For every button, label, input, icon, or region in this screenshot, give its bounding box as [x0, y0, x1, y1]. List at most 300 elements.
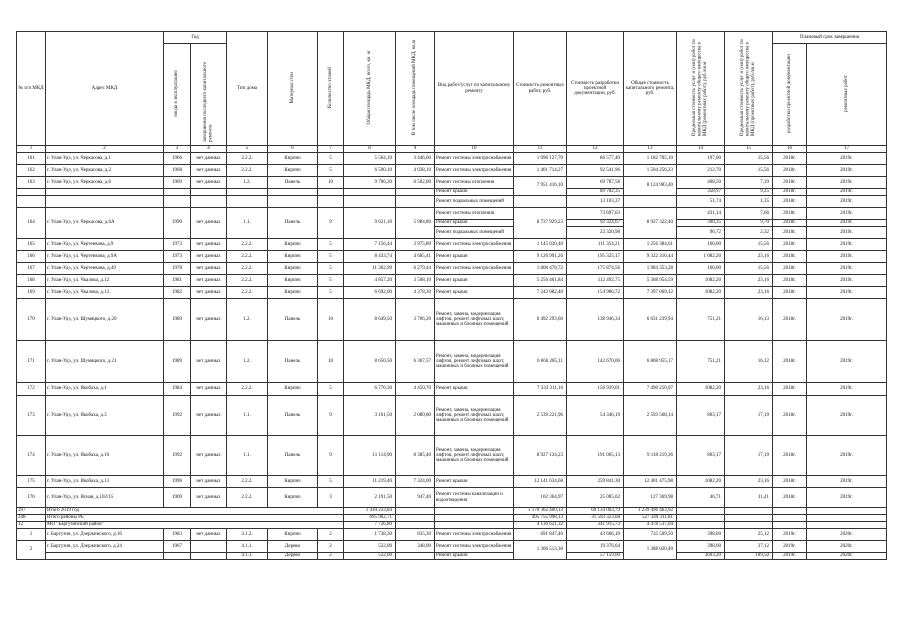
year-repair: нет данных [191, 251, 227, 263]
year-built: 1978 [164, 263, 191, 275]
total-area: 7 156,44 [344, 239, 396, 251]
premises-area: 348,00 [396, 541, 435, 553]
limit-project: 11,41 [725, 488, 773, 508]
plan-repair-year: 2019г. [807, 263, 887, 275]
table-row [17, 189, 887, 196]
table-row [17, 263, 887, 275]
wall-material: Панель [268, 436, 318, 476]
work-type: Ремонт системы канализации и водоотведения [435, 488, 514, 508]
year-built: 1968 [164, 165, 191, 177]
year-built: 1989 [164, 299, 191, 341]
plan-repair-year: 2019г. [807, 208, 887, 220]
total-area: 5 564,10 [344, 153, 396, 165]
work-type: Ремонт, замена, модернизация лифтов, ремонт лифтовых шахт, машинных и блочных помещений [435, 396, 514, 436]
year-built: 1989 [164, 341, 191, 383]
row-number: 170 [17, 299, 46, 341]
total-number: 12 [17, 522, 46, 529]
header-cell: Вид работ/услуг по капитальному ремонту [435, 32, 514, 146]
floors: 9 [318, 208, 344, 239]
total-cost: 735 509,50 [624, 529, 677, 541]
limit-repair: 1082,20 [677, 383, 725, 396]
empty-cell [396, 522, 435, 529]
wall-material: Дерево [268, 553, 318, 560]
floors: 2 [318, 553, 344, 560]
table-row [17, 196, 887, 208]
repair-cost: 4 136 621,32 [514, 522, 567, 529]
limit-project: 109,50 [725, 553, 773, 560]
year-repair: нет данных [191, 263, 227, 275]
year-repair: нет данных [191, 177, 227, 189]
limit-project: 7,66 [725, 208, 773, 220]
project-cost: 341 915,73 [567, 522, 624, 529]
house-type: 2.2.2. [227, 165, 268, 177]
total-number: 248 [17, 515, 46, 522]
empty-cell [807, 515, 887, 522]
total-cost: 12 401 475,98 [624, 476, 677, 488]
total-cost: 4 478 537,04 [624, 522, 677, 529]
wall-material: Кирпич [268, 383, 318, 396]
total-area: 522,00 [344, 553, 396, 560]
address-cell: г. Улан-Удэ, ул. Якобаха, д.10 [46, 436, 164, 476]
limit-project: 15,56 [725, 165, 773, 177]
year-repair: нет данных [191, 529, 227, 541]
project-cost: 57 159,00 [567, 553, 624, 560]
address-cell: г. Улан-Удэ, ул. Шумяцкого, д.21 [46, 341, 164, 383]
empty-cell [396, 189, 435, 196]
house-type: 4.1.1. [227, 541, 268, 553]
column-number: 5 [227, 146, 268, 153]
year-repair: нет данных [191, 396, 227, 436]
house-type: 2.2.2. [227, 383, 268, 396]
empty-cell [807, 508, 887, 515]
limit-repair: 803,17 [677, 396, 725, 436]
total-cost: 7 490 250,97 [624, 383, 677, 396]
project-cost: 69 787,58 [567, 177, 624, 189]
project-cost: 175 874,56 [567, 263, 624, 275]
header-cell [268, 32, 318, 146]
table-row [17, 153, 887, 165]
header-cell [725, 32, 773, 146]
header-text: разработки проектной документации [786, 53, 792, 133]
total-area: 522,00 [344, 541, 396, 553]
premises-area: 6 279,44 [396, 263, 435, 275]
total-cost: 7 397 069,12 [624, 287, 677, 299]
column-number: 15 [725, 146, 773, 153]
limit-repair: 358,97 [677, 189, 725, 196]
project-cost: 13 103,37 [567, 196, 624, 208]
floors: 5 [318, 383, 344, 396]
premises-area: 3 446,00 [396, 153, 435, 165]
plan-project-year: 2018г. [773, 383, 807, 396]
work-type: Ремонт крыши [435, 189, 514, 196]
wall-material: Панель [268, 396, 318, 436]
repair-cost: 8 927 134,23 [514, 436, 567, 476]
floors: 3 [318, 488, 344, 508]
project-cost: 89 782,35 [567, 189, 624, 196]
premises-area: 947,40 [396, 488, 435, 508]
house-type: 2.2.2. [227, 287, 268, 299]
year-repair: нет данных [191, 275, 227, 287]
work-type: Ремонт системы электроснабжения [435, 529, 514, 541]
limit-repair: 431,14 [677, 208, 725, 220]
house-type: 2.2.2. [227, 239, 268, 251]
premises-area: 6 502,00 [396, 177, 435, 189]
work-type: Ремонт подвальных помещений [435, 196, 514, 208]
header-cell [191, 44, 227, 146]
work-type: Ремонт системы электроснабжения [435, 239, 514, 251]
address-cell: г. Улан-Удэ, ул. Чертенкова, д.9А [46, 251, 164, 263]
limit-project: 9,70 [725, 220, 773, 227]
floors: 5 [318, 239, 344, 251]
year-repair: нет данных [191, 239, 227, 251]
project-cost: 19 376,64 [567, 541, 624, 553]
total-area: 2 191,50 [344, 488, 396, 508]
row-number: 166 [17, 251, 46, 263]
plan-repair-year: 2019г. [807, 239, 887, 251]
year-repair [191, 541, 227, 553]
year-built: 1982 [164, 287, 191, 299]
project-cost: 22 320,98 [567, 227, 624, 239]
premises-area: 4 378,30 [396, 287, 435, 299]
plan-repair-year: 2019г. [807, 165, 887, 177]
empty-cell [514, 196, 567, 208]
total-label: МО "Баргузинский район" [46, 522, 344, 529]
house-type: 4.1.1. [227, 553, 268, 560]
year-repair: нет данных [191, 153, 227, 165]
limit-repair: 51,74 [677, 196, 725, 208]
column-number: 7 [318, 146, 344, 153]
floors: 10 [318, 299, 344, 341]
wall-material: Дерево [268, 541, 318, 553]
limit-project: 1,35 [725, 196, 773, 208]
empty-cell [624, 196, 677, 208]
project-cost: 69 134 063,79 [567, 508, 624, 515]
total-area: 8 650,50 [344, 341, 396, 383]
project-cost: 93 324,67 [567, 220, 624, 227]
total-area: 9 706,20 [344, 177, 396, 189]
wall-material: Кирпич [268, 153, 318, 165]
column-number: 11 [514, 146, 567, 153]
year-built: 1967 [164, 541, 191, 553]
table-row [17, 529, 887, 541]
plan-repair-year: 2019г. [807, 383, 887, 396]
header-text: Количество этажей [327, 66, 333, 108]
table-row [17, 165, 887, 177]
limit-repair: 197,00 [677, 153, 725, 165]
header-text: Предельная стоимость услуг и (или) работ по капитальному ремонту общего имущества в МКД (проектных работ), руб./кв.м [740, 39, 757, 137]
project-cost: 111 354,21 [567, 239, 624, 251]
plan-project-year: 2018г. [773, 436, 807, 476]
repair-cost: 6 492 293,60 [514, 299, 567, 341]
limit-repair: 408,50 [677, 177, 725, 189]
header-text: Предельная стоимость услуг и (или) работ по капитальному ремонту общего имущества в МКД (ремонтных работ), руб./кв.м [692, 39, 709, 137]
address-cell: г. Улан-Удэ, ул. Чертенкова, д.9 [46, 239, 164, 251]
house-type: 2.2.2. [227, 251, 268, 263]
column-number: 12 [567, 146, 624, 153]
table-row [17, 541, 887, 553]
limit-project: 17,19 [725, 436, 773, 476]
empty-cell [227, 189, 268, 196]
empty-cell [396, 515, 435, 522]
premises-area: 8 385,40 [396, 436, 435, 476]
premises-area: 835,30 [396, 529, 435, 541]
floors: 10 [318, 177, 344, 189]
total-cost: 6 808 955,17 [624, 341, 677, 383]
total-area: 11 302,99 [344, 263, 396, 275]
limit-repair: 398,00 [677, 529, 725, 541]
floors: 5 [318, 287, 344, 299]
limit-project: 16,12 [725, 341, 773, 383]
repair-cost: 6 666 285,11 [514, 341, 567, 383]
year-repair: нет данных [191, 341, 227, 383]
total-cost: 8 124 983,40 [624, 177, 677, 196]
year-repair: нет данных [191, 436, 227, 476]
limit-project: 23,16 [725, 275, 773, 287]
plan-repair-year: 2019г. [807, 153, 887, 165]
table-row [17, 476, 887, 488]
floors: 9 [318, 436, 344, 476]
table-row [17, 383, 887, 396]
row-number: 163 [17, 177, 46, 189]
plan-project-year: 2018г. [773, 341, 807, 383]
empty-cell [396, 508, 435, 515]
repair-cost: 495 755 998,13 [514, 515, 567, 522]
empty-cell [17, 189, 46, 196]
limit-project: 16,13 [725, 299, 773, 341]
empty-cell [164, 553, 191, 560]
work-type: Ремонт системы электроснабжения [435, 165, 514, 177]
header-cell: Стоимость разработки проектной документации, руб. [567, 32, 624, 146]
project-cost: 138 946,34 [567, 299, 624, 341]
year-repair: нет данных [191, 476, 227, 488]
project-cost: 259 841,30 [567, 476, 624, 488]
limit-repair: 1082,20 [677, 476, 725, 488]
work-type: Ремонт системы электроснабжения [435, 541, 514, 553]
row-number: 174 [17, 436, 46, 476]
limit-project: 23,16 [725, 287, 773, 299]
plan-project-year: 2018г. [773, 189, 807, 196]
work-type: Ремонт, замена, модернизация лифтов, ремонт лифтовых шахт, машинных и блочных помещений [435, 436, 514, 476]
project-cost: 73 697,63 [567, 208, 624, 220]
project-cost: 112 492,75 [567, 275, 624, 287]
plan-project-year: 2019г. [773, 529, 807, 541]
plan-project-year: 2018г. [773, 488, 807, 508]
work-type: Ремонт системы электроснабжения [435, 153, 514, 165]
total-area: 3 161,50 [344, 396, 396, 436]
plan-project-year: 2018г. [773, 263, 807, 275]
header-cell: Плановый срок завершения [773, 32, 887, 44]
row-number: 167 [17, 263, 46, 275]
year-repair: нет данных [191, 488, 227, 508]
capital-repair-table-sheet [16, 31, 886, 637]
work-type: Ремонт крыши [435, 476, 514, 488]
work-type: Ремонт подвальных помещений [435, 227, 514, 239]
column-number: 14 [677, 146, 725, 153]
total-row [17, 508, 887, 515]
premises-area: 3 975,80 [396, 239, 435, 251]
total-row [17, 515, 887, 522]
year-built: 1969 [164, 488, 191, 508]
empty-cell [773, 522, 807, 529]
plan-project-year: 2018г. [773, 476, 807, 488]
address-cell: г. Улан-Удэ, ул. Чкалова, д.12 [46, 275, 164, 287]
address-cell: г. Улан-Удэ, ул. Черкасова, д.1 [46, 153, 164, 165]
floors: 5 [318, 251, 344, 263]
floors: 5 [318, 476, 344, 488]
total-cost: 127 369,98 [624, 488, 677, 508]
limit-repair: 751,21 [677, 299, 725, 341]
limit-repair: 803,17 [677, 436, 725, 476]
wall-material: Панель [268, 299, 318, 341]
row-number: 161 [17, 153, 46, 165]
wall-material: Кирпич [268, 263, 318, 275]
total-area: 9 621,10 [344, 208, 396, 239]
floors: 5 [318, 275, 344, 287]
empty-cell [191, 189, 227, 196]
address-cell: г. Баргузин, ул. Дзержинского, д.24 [46, 541, 164, 553]
header-cell [164, 44, 191, 146]
limit-project: 23,16 [725, 383, 773, 396]
column-number: 2 [46, 146, 164, 153]
wall-material: Кирпич [268, 287, 318, 299]
year-built: 1992 [164, 396, 191, 436]
header-cell: № п/п МКД [17, 32, 46, 146]
year-repair: нет данных [191, 287, 227, 299]
limit-repair: 96,72 [677, 227, 725, 239]
table-row [17, 341, 887, 383]
plan-repair-year: 2019г. [807, 299, 887, 341]
repair-cost: 1 808 478,72 [514, 263, 567, 275]
column-number: 3 [164, 146, 191, 153]
total-cost: 8 927 322,40 [624, 208, 677, 239]
total-cost: 1 388 020,40 [624, 541, 677, 560]
wall-material: Кирпич [268, 251, 318, 263]
header-cell [344, 32, 396, 146]
wall-material: Панель [268, 341, 318, 383]
repair-cost: 7 333 311,16 [514, 383, 567, 396]
year-repair: нет данных [191, 165, 227, 177]
house-type: 3.1.2. [227, 529, 268, 541]
column-number: 17 [807, 146, 887, 153]
plan-project-year: 2018г. [773, 196, 807, 208]
header-cell [318, 32, 344, 146]
column-number: 1 [17, 146, 46, 153]
house-type: 2.2.2. [227, 153, 268, 165]
plan-repair-year: 2020г. [807, 529, 887, 541]
total-area: 7 726,80 [344, 522, 396, 529]
table-row [17, 275, 887, 287]
work-type: Ремонт системы отопления [435, 208, 514, 220]
limit-repair: 1 082,20 [677, 251, 725, 263]
table-row [17, 177, 887, 189]
header-cell: Общая стоимость капитального ремонта, руб. [624, 32, 677, 146]
empty-cell [773, 508, 807, 515]
plan-project-year: 2018г. [773, 177, 807, 189]
header-cell [396, 32, 435, 146]
total-label: Итого районы РБ [46, 515, 344, 522]
total-area: 695 962,71 [344, 515, 396, 522]
empty-cell [318, 189, 344, 196]
work-type: Ремонт, замена, модернизация лифтов, ремонт лифтовых шахт, машинных и блочных помещений [435, 341, 514, 383]
address-cell: г. Улан-Удэ, ул. Якобаха, д.3 [46, 396, 164, 436]
empty-cell [46, 196, 164, 208]
header-cell: Стоимость ремонтных работ, руб. [514, 32, 567, 146]
plan-project-year: 2018г. [773, 299, 807, 341]
total-cost: 1 504 256,23 [624, 165, 677, 177]
plan-repair-year: 2020г. [807, 553, 887, 560]
wall-material: Кирпич [268, 476, 318, 488]
limit-project: 15,56 [725, 153, 773, 165]
project-cost: 86 577,40 [567, 153, 624, 165]
empty-cell [164, 189, 191, 196]
empty-cell [396, 196, 435, 208]
plan-project-year: 2018г. [773, 396, 807, 436]
empty-cell [435, 515, 514, 522]
plan-repair-year: 2019г. [807, 287, 887, 299]
wall-material: Кирпич [268, 165, 318, 177]
address-cell: г. Улан-Удэ, ул. Чкалова, д.13 [46, 287, 164, 299]
repair-cost: 1 145 030,40 [514, 239, 567, 251]
floors: 5 [318, 165, 344, 177]
year-built: 1973 [164, 251, 191, 263]
row-number: 172 [17, 383, 46, 396]
column-number: 16 [773, 146, 807, 153]
work-type: Ремонт крыши [435, 275, 514, 287]
header-cell: Адрес МКД [46, 32, 164, 146]
empty-cell [807, 522, 887, 529]
plan-repair-year: 2019г. [807, 227, 887, 239]
total-area: 1 738,30 [344, 529, 396, 541]
wall-material: Кирпич [268, 529, 318, 541]
total-cost: 1 239 496 463,92 [624, 508, 677, 515]
limit-repair: 160,00 [677, 263, 725, 275]
project-cost: 156 939,01 [567, 383, 624, 396]
empty-cell [725, 515, 773, 522]
empty-cell [46, 189, 164, 196]
header-cell [677, 32, 725, 146]
project-cost: 25 005,02 [567, 488, 624, 508]
empty-cell [191, 196, 227, 208]
limit-repair: 1082,20 [677, 287, 725, 299]
repair-cost: 102 364,97 [514, 488, 567, 508]
plan-project-year: 2018г. [773, 239, 807, 251]
total-area: 8 433,74 [344, 251, 396, 263]
total-area: 6 692,00 [344, 287, 396, 299]
empty-cell [344, 196, 396, 208]
header-text: ввода в эксплуатацию [174, 70, 180, 117]
limit-project: 37,12 [725, 541, 773, 553]
address-cell: г. Улан-Удэ, ул. Чертенкова, д.49 [46, 263, 164, 275]
premises-area: 7 324,00 [396, 476, 435, 488]
house-type: 2.2.2. [227, 488, 268, 508]
row-number: 175 [17, 476, 46, 488]
empty-cell [725, 508, 773, 515]
house-type: 1.1. [227, 396, 268, 436]
year-repair: нет данных [191, 383, 227, 396]
table-row [17, 553, 887, 560]
repair-cost: 9 126 991,26 [514, 251, 567, 263]
work-type: Ремонт, замена, модернизация лифтов, ремонт лифтовых шахт, машинных и блочных помещений [435, 299, 514, 341]
plan-project-year: 2019г. [773, 553, 807, 560]
plan-project-year: 2018г. [773, 227, 807, 239]
limit-project: 7,19 [725, 177, 773, 189]
house-type: 2.2.2. [227, 476, 268, 488]
floors: 5 [318, 153, 344, 165]
row-number: 173 [17, 396, 46, 436]
limit-project: 9,25 [725, 189, 773, 196]
plan-repair-year: 2019г. [807, 251, 887, 263]
year-repair: нет данных [191, 299, 227, 341]
